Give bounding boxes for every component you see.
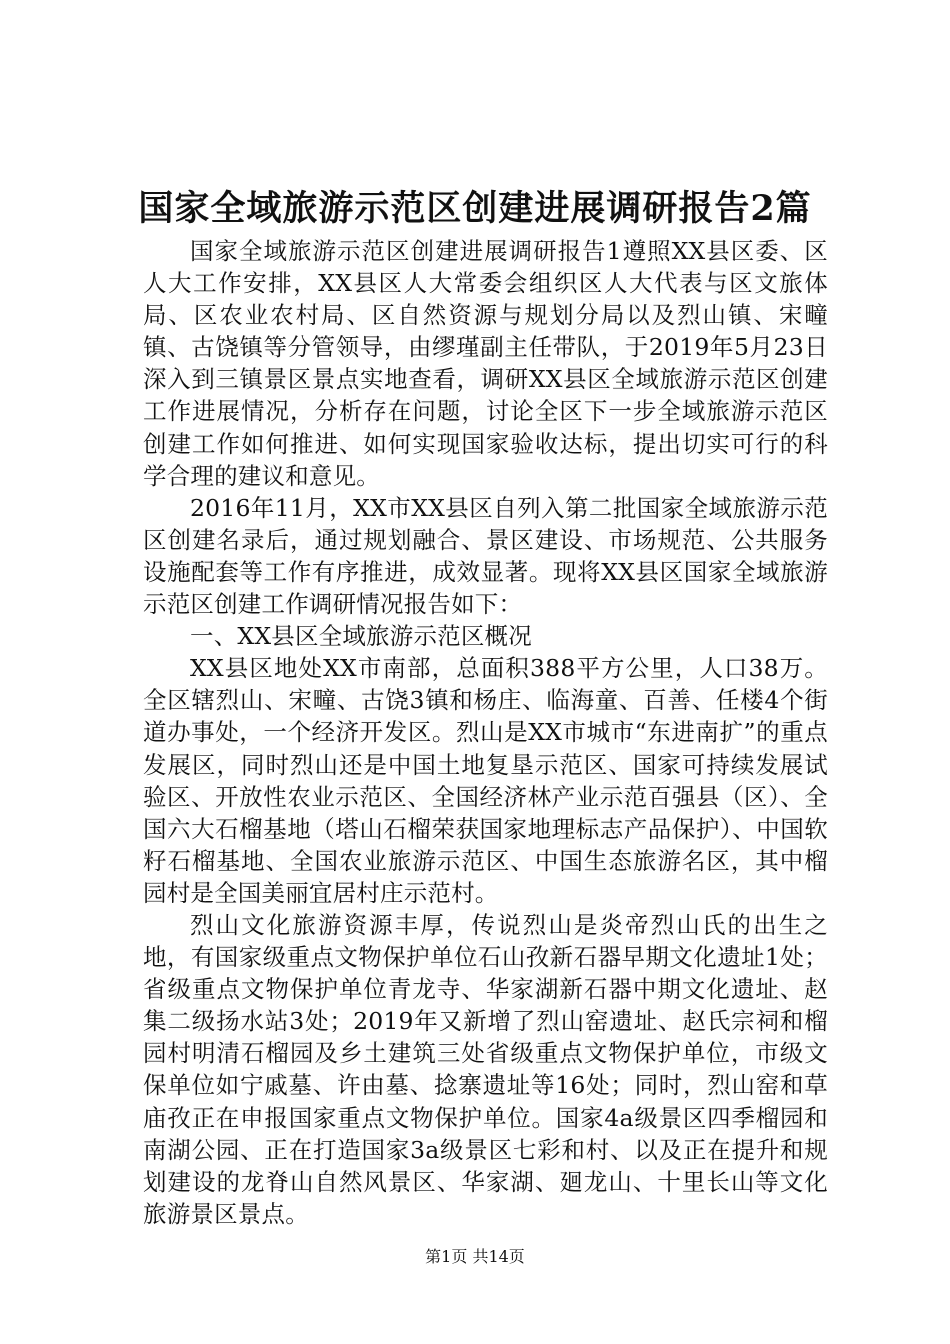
- page-footer: 第1页 共14页: [425, 1247, 525, 1266]
- paragraph-background: 2016年11月，XX市XX县区自列入第二批国家全域旅游示范区创建名录后，通过规划融合、景区建设、市场规范、公共服务设施配套等工作有序推进，成效显著。现将XX县区国家全域旅游示范区创建工作调研情况报告如下：: [143, 493, 828, 619]
- section-heading-overview: 一、XX县区全域旅游示范区概况: [190, 622, 532, 651]
- paragraph-overview: XX县区地处XX市南部，总面积388平方公里，人口38万。全区辖烈山、宋疃、古饶3镇和杨庄、临海童、百善、任楼4个街道办事处，一个经济开发区。烈山是XX市城市“东进南扩”的重点发展区，同时烈山还是中国土地复垦示范区、国家可持续发展试验区、开放性农业示范区、全国经济林产业示范百强县（区）、全国六大石榴基地（塔山石榴荣获国家地理标志产品保护）、中国软籽石榴基地、全国农业旅游示范区、中国生态旅游名区，其中榴园村是全国美丽宜居村庄示范村。: [143, 654, 828, 907]
- document-body: [143, 235, 828, 1230]
- paragraph-intro: 国家全域旅游示范区创建进展调研报告1遵照XX县区委、区人大工作安排，XX县区人大常委会组织区人大代表与区文旅体局、区农业农村局、区自然资源与规划分局以及烈山镇、宋疃镇、古饶镇等分管领导，由缪瑾副主任带队，于2019年5月23日深入到三镇景区景点实地查看，调研XX县区全域旅游示范区创建工作进展情况，分析存在问题，讨论全区下一步全域旅游示范区创建工作如何推进、如何实现国家验收达标，提出切实可行的科学合理的建议和意见。: [143, 237, 828, 490]
- paragraph-resources: 烈山文化旅游资源丰厚，传说烈山是炎帝烈山氏的出生之地，有国家级重点文物保护单位石山孜新石器早期文化遗址1处；省级重点文物保护单位青龙寺、华家湖新石器中期文化遗址、赵集二级扬水站3处；2019年又新增了烈山窑遗址、赵氏宗祠和榴园村明清石榴园及乡土建筑三处省级重点文物保护单位，市级文保单位如宁戚墓、许由墓、捻寨遗址等16处；同时，烈山窑和草庙孜正在申报国家重点文物保护单位。国家4a级景区四季榴园和南湖公园、正在打造国家3a级景区七彩和村、以及正在提升和规划建设的龙脊山自然风景区、华家湖、廻龙山、十里长山等文化旅游景区景点。: [143, 910, 828, 1228]
- document-title: 国家全域旅游示范区创建进展调研报告2篇: [138, 188, 812, 229]
